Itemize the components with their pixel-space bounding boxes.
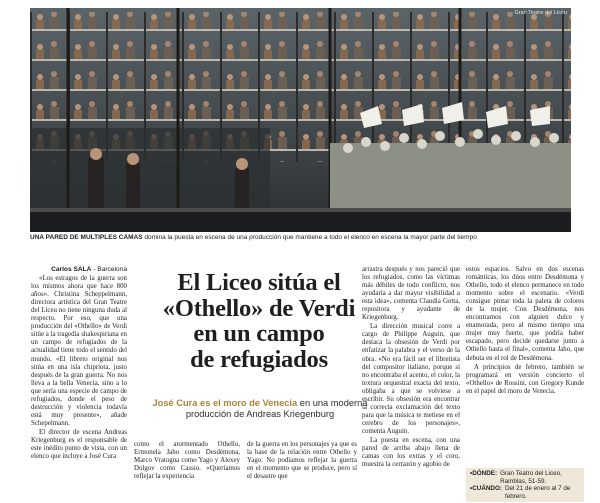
byline: Carlos SALA - Barcelona	[51, 266, 127, 273]
info-where-value: Gran Teatro del Liceo, Ramblas, 51-59.	[500, 470, 562, 485]
subheadline	[140, 398, 380, 420]
stage-photo-illustration	[30, 8, 571, 232]
caption-lead: UNA PARED DE MÚLTIPLES CAMAS	[30, 234, 143, 241]
paragraph: A principios de febrero, también se programará en versión concierto el «Othello» de Rossini, con Gregory Kunde en el papel del moro de Venecia.	[466, 363, 584, 395]
subheadline-text: en una moderna producción de Andreas Kriegenburg	[185, 398, 368, 419]
headline-line: de refugiados	[190, 345, 328, 373]
info-when-label: • CUÁNDO:	[470, 485, 502, 500]
byline-author: Carlos SALA	[51, 266, 92, 273]
headline-line: en un campo	[193, 320, 325, 347]
info-box	[466, 468, 584, 502]
info-when	[470, 485, 580, 500]
paragraph: de la guerra en los personajes ya que es la base de la relación entre Othello y Yago. No podíamos reflejar la guerra en el momento que se produce, pero sí el desastre que	[247, 441, 357, 481]
paragraph: El director de escena Andreas Kriegenburg es el responsable de este inédito punto de vista, con un elenco que incluye a José Cura	[31, 428, 127, 461]
article-column-2	[134, 441, 240, 501]
article-column-4	[362, 266, 460, 500]
headline-line: «Othello» de Verdi	[162, 294, 356, 322]
paragraph: arrastra después y nos pareció que los refugiados, como las víctimas más débiles de todo conflicto, nos ayudaría a dar mayor visibilidad a esta idea», comenta Claudia Gotta, repositora y ayudante de Kriegenburg.	[362, 266, 460, 322]
photo-caption	[30, 234, 575, 242]
photo-credit: Gran Teatre del Liceu	[514, 10, 567, 16]
paragraph: como el atormentado Othello, Ermonela Jaho como Desdémona, Marco Vratogna como Yago y Alexey Dolgov como Cassio. «Queríamos reflejar la experiencia	[134, 441, 240, 481]
caption-text: domina la puesta en escena de una producción que mantiene a todo el elenco en escena la mayor parte del tiempo	[142, 234, 477, 241]
headline-line: El Liceo sitúa el	[177, 269, 341, 296]
info-where	[470, 470, 580, 485]
headline	[140, 270, 378, 372]
stage-photo	[30, 8, 571, 232]
article-column-3	[247, 441, 357, 501]
paragraph: «Los estragos de la guerra son los mismos ahora que hace 800 años». Christina Scheppelmann, directora artística del Gran Teatre del Liceu no tiene ninguna duda al respecto. Por eso, que una producción del «Othello» de Verdi sitúe a la tragedia shakespiriana en un campo de refugiados de la actualidad tiene todo el sentido del mundo. «El libreto original nos sitúa en una isla chipriota, justo después de la gran guerra. No nos lleva a la bella Venecia, sino a lo que sería una especie de campo de refugiados, donde el peso de destrucción y violencia todavía está muy presente», añade Schepelmann.	[31, 275, 127, 427]
paragraph: La dirección musical corre a cargo de Philippe Auguin, que destaca la obsesión de Verdi por enfatizar la palabra y el verso de la obra. «No era fácil ser el libretista del compositor italiano, porque si no encontraba el acento, el color, la textura orquestral exacta del texto, obligaba a que se volviese a escribir. Su obsesión era encontrar la correcta exclamación del texto para que la música te metiese en el cerebro de los personajes», comenta Auguin.	[362, 323, 460, 435]
subheadline-highlight: José Cura es el moro de Venecia	[152, 398, 298, 408]
info-where-label: • DÓNDE:	[470, 470, 497, 485]
article-column-1	[31, 266, 127, 500]
article-column-5	[466, 266, 584, 466]
paragraph: La puesta en escena, con una pared de arriba abajo llena de camas con los extras y el coro, muestra la cerrazón y agobio de	[362, 436, 460, 469]
paragraph: estos espacios. Salvo en dos escenas románticas, los dúos entre Desdémona y Othello, todo el elenco permanece en todo momento sobre el escenario. «Verdi consigue pintar toda la paleta de colores de la mujer. Con Desdémona, nos encontramos con alguien dulce y enamorada, pero al mismo tiempo una mujer muy fuerte, que podría haber escapado, pero decide quedarse junto a Othello hasta el final», comenta Jaho, que debuta en el rol de Desdémona.	[466, 266, 584, 362]
byline-place: Barcelona	[97, 266, 127, 273]
info-when-value: Del 21 de enero al 7 de febrero.	[504, 485, 571, 500]
